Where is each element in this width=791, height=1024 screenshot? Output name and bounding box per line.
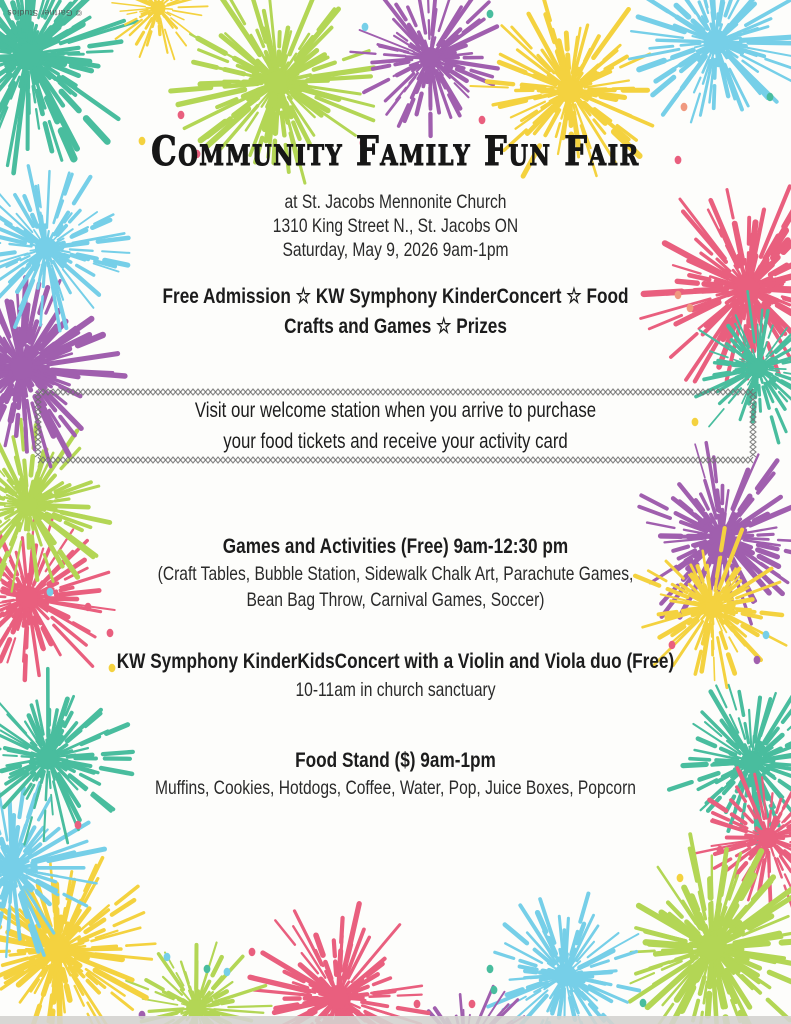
- firework-burst: [250, 904, 428, 1024]
- banner-line-1: Visit our welcome station when you arrive to purchase: [194, 399, 597, 422]
- firework-burst: [350, 0, 497, 136]
- banner-line-2: your food tickets and receive your activity card: [223, 430, 568, 453]
- confetti-dot: [767, 93, 774, 101]
- location-line-street: 1310 King Street N., St. Jacobs ON: [272, 215, 519, 237]
- confetti-dot: [469, 1000, 476, 1008]
- confetti-dot: [75, 821, 82, 829]
- confetti-dot: [249, 948, 256, 956]
- highlights-line-1: Free Admission ☆ KW Symphony KinderConcert ☆ Food: [162, 284, 629, 308]
- section-food-heading: Food Stand ($) 9am-1pm: [295, 748, 496, 772]
- firework-burst: [629, 0, 791, 122]
- confetti-dot: [224, 968, 231, 976]
- confetti-dot: [677, 874, 684, 882]
- confetti-dot: [414, 1000, 421, 1008]
- flyer-title: Community Family Fun Fair: [151, 128, 640, 175]
- confetti-dot: [479, 116, 486, 124]
- confetti-dot: [204, 965, 211, 973]
- confetti-dot: [681, 103, 688, 111]
- confetti-dot: [362, 23, 369, 31]
- section-games-details: [0, 561, 791, 613]
- firework-burst: [488, 894, 639, 1024]
- confetti-dot: [487, 10, 494, 18]
- confetti-dot: [717, 846, 724, 854]
- confetti-dot: [491, 986, 498, 994]
- confetti-dot: [763, 631, 770, 639]
- location-line-datetime: Saturday, May 9, 2026 9am-1pm: [282, 239, 509, 261]
- section-concert-heading: KW Symphony KinderKidsConcert with a Violin and Viola duo (Free): [116, 649, 675, 673]
- confetti-dot: [487, 965, 494, 973]
- firework-burst: [112, 0, 208, 59]
- firework-burst: [630, 834, 791, 1024]
- event-location-block: [79, 190, 712, 262]
- printer-watermark: © Gartner Studios: [7, 8, 82, 18]
- location-line-venue: at St. Jacobs Mennonite Church: [284, 191, 507, 213]
- highlights-block: [79, 281, 712, 341]
- section-concert-detail: 10-11am in church sanctuary: [295, 679, 496, 701]
- section-games-heading: Games and Activities (Free) 9am-12:30 pm: [222, 534, 569, 558]
- confetti-dot: [164, 953, 171, 961]
- confetti-dot: [178, 111, 185, 119]
- section-food-detail: Muffins, Cookies, Hotdogs, Coffee, Water, Pop, Juice Boxes, Popcorn: [155, 777, 636, 799]
- scan-edge-artifact: [0, 1016, 791, 1024]
- confetti-dot: [640, 999, 647, 1007]
- welcome-banner-text: [79, 395, 712, 457]
- confetti-dot: [754, 656, 761, 664]
- highlights-line-2: Crafts and Games ☆ Prizes: [284, 314, 507, 338]
- confetti-dot: [107, 629, 114, 637]
- games-detail-line-1: (Craft Tables, Bubble Station, Sidewalk Chalk Art, Parachute Games,: [157, 563, 634, 585]
- games-detail-line-2: Bean Bag Throw, Carnival Games, Soccer): [246, 589, 545, 611]
- confetti-dot: [669, 641, 676, 649]
